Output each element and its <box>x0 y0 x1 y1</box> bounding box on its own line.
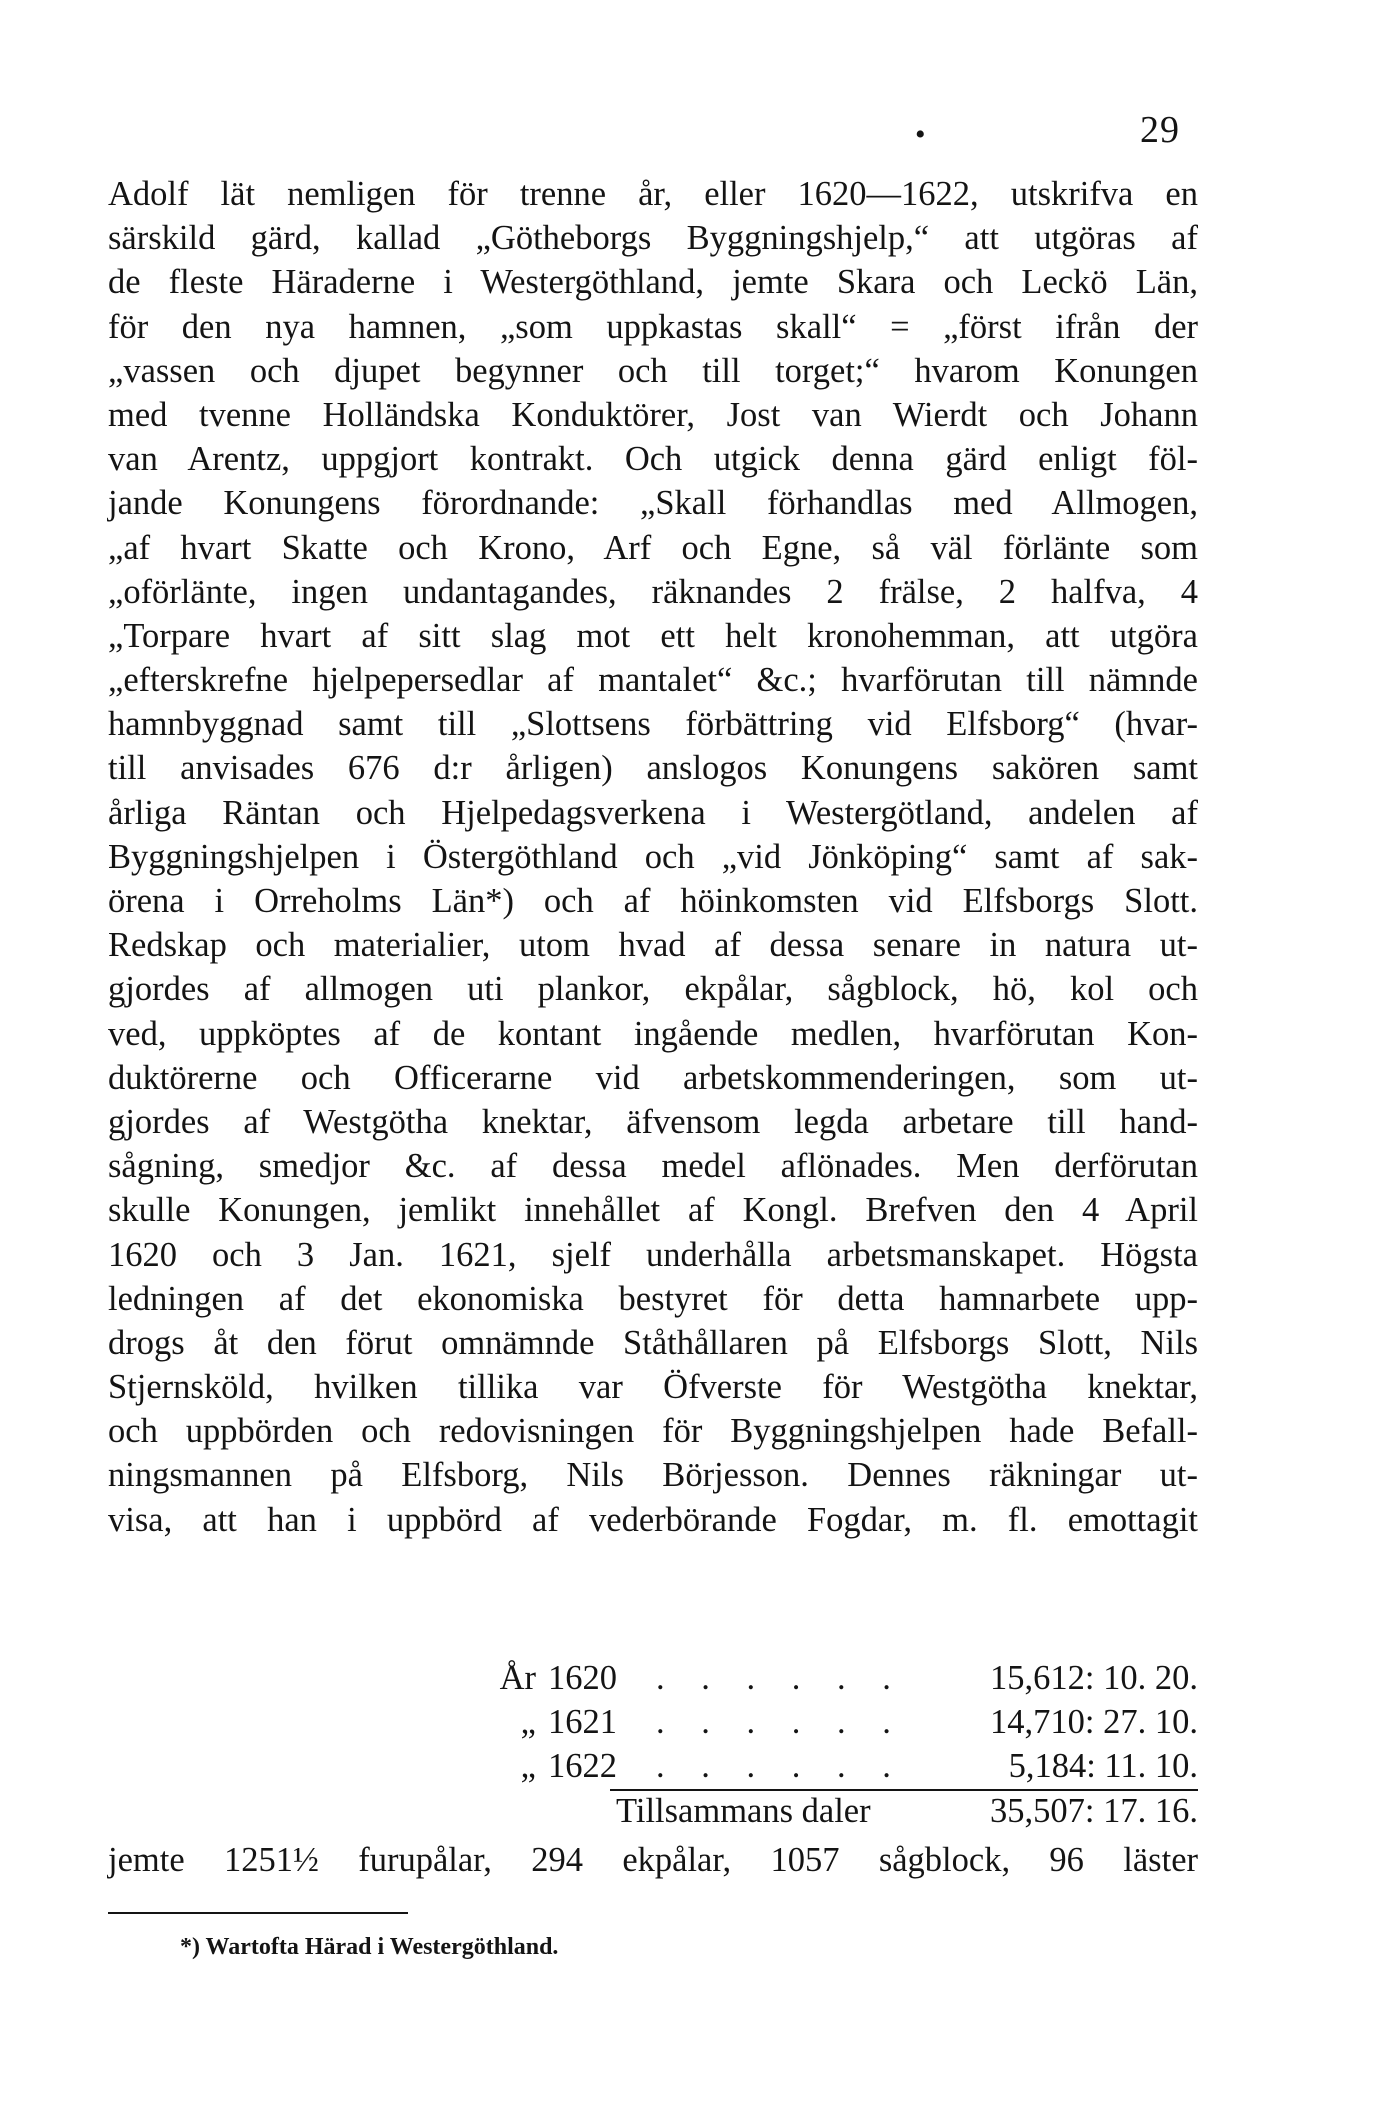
row-amount: 15,612: 10. 20. <box>990 1659 1198 1697</box>
text-line: 1620 och 3 Jan. 1621, sjelf underhålla arbetsmanskapet. Högsta <box>108 1235 1198 1274</box>
footnote-divider <box>108 1912 408 1914</box>
text-line: ningsmannen på Elfsborg, Nils Börjesson. Dennes räkningar ut- <box>108 1456 1198 1495</box>
table-row <box>108 1656 1198 1700</box>
text-line: ved, uppköptes af de kontant ingående medlen, hvarförutan Kon- <box>108 1014 1198 1053</box>
total-label: Tillsammans daler <box>616 1791 871 1830</box>
row-amount: 14,710: 27. 10. <box>990 1703 1198 1742</box>
text-line: jemte 1251½ furupålar, 294 ekpålar, 1057 sågblock, 96 läster <box>108 1841 1198 1879</box>
text-line: sågning, smedjor &c. af dessa medel aflönades. Men derförutan <box>108 1147 1198 1186</box>
text-line: gjordes af allmogen uti plankor, ekpålar, sågblock, hö, kol och <box>108 970 1198 1009</box>
total-amount: 35,507: 17. 16. <box>990 1791 1198 1830</box>
text-line: särskild gärd, kallad „Götheborgs Byggningshjelp,“ att utgöras af <box>108 219 1198 258</box>
text-line: Adolf lät nemligen för trenne år, eller 1620—1622, utskrifva en <box>108 175 1198 213</box>
text-line: till anvisades 676 d:r årligen) anslogos Konungens sakören samt <box>108 749 1198 788</box>
text-line: de fleste Häraderne i Westergöthland, jemte Skara och Leckö Län, <box>108 263 1198 302</box>
text-line: van Arentz, uppgjort kontrakt. Och utgick denna gärd enligt föl- <box>108 440 1198 479</box>
text-line: med tvenne Holländska Konduktörer, Jost van Wierdt och Johann <box>108 395 1198 434</box>
row-amount: 5,184: 11. 10. <box>1008 1747 1198 1786</box>
text-line: Redskap och materialier, utom hvad af dessa senare in natura ut- <box>108 926 1198 965</box>
text-line: duktörerne och Officerarne vid arbetskommenderingen, som ut- <box>108 1058 1198 1097</box>
table-row <box>108 1700 1198 1744</box>
row-leader: . . . . . . <box>656 1703 905 1742</box>
text-line: drogs åt den förut omnämnde Ståthållaren på Elfsborgs Slott, Nils <box>108 1323 1198 1362</box>
revenue-table <box>108 1656 1198 1833</box>
row-year: 1620 <box>548 1659 617 1697</box>
row-year: 1621 <box>548 1703 617 1742</box>
row-prefix: „ <box>520 1703 536 1742</box>
text-line: örena i Orreholms Län*) och af höinkomsten vid Elfsborgs Slott. <box>108 882 1198 920</box>
text-line: visa, att han i uppbörd af vederbörande Fogdar, m. fl. emottagit <box>108 1500 1198 1539</box>
row-prefix: År <box>499 1659 536 1697</box>
text-line: Stjernsköld, hvilken tillika var Öfverste för Westgötha knektar, <box>108 1368 1198 1407</box>
text-line: för den nya hamnen, „som uppkastas skall“ = „först ifrån der <box>108 307 1198 346</box>
page-number: 29 <box>1140 109 1180 151</box>
text-line: ledningen af det ekonomiska bestyret för detta hamnarbete upp- <box>108 1279 1198 1318</box>
row-leader: . . . . . . <box>656 1747 905 1786</box>
footnote: *) Wartofta Härad i Westergöthland. <box>180 1934 559 1960</box>
text-line: „Torpare hvart af sitt slag mot ett helt kronohemman, att utgöra <box>108 616 1198 655</box>
row-leader: . . . . . . <box>656 1659 905 1697</box>
text-line: „efterskrefne hjelpepersedlar af mantalet“ &c.; hvarförutan till nämnde <box>108 661 1198 700</box>
body-text <box>108 172 1198 1542</box>
text-line: jande Konungens förordnande: „Skall förhandlas med Allmogen, <box>108 484 1198 523</box>
text-line: hamnbyggnad samt till „Slottsens förbättring vid Elfsborg“ (hvar- <box>108 705 1198 744</box>
table-row <box>108 1744 1198 1788</box>
text-line: „oförlänte, ingen undantagandes, räknandes 2 frälse, 2 halfva, 4 <box>108 572 1198 611</box>
text-line: och uppbörden och redovisningen för Byggningshjelpen hade Befall- <box>108 1412 1198 1451</box>
text-line: „vassen och djupet begynner och till torget;“ hvarom Konungen <box>108 351 1198 390</box>
row-year: 1622 <box>548 1747 617 1786</box>
text-line: gjordes af Westgötha knektar, äfvensom legda arbetare till hand- <box>108 1102 1198 1141</box>
continuation-line <box>108 1838 1198 1882</box>
text-line: skulle Konungen, jemlikt innehållet af Kongl. Brefven den 4 April <box>108 1191 1198 1230</box>
text-line: „af hvart Skatte och Krono, Arf och Egne, så väl förlänte som <box>108 528 1198 567</box>
text-line: Byggningshjelpen i Östergöthland och „vid Jönköping“ samt af sak- <box>108 837 1198 876</box>
row-prefix: „ <box>520 1747 536 1786</box>
page-dot: • <box>915 118 926 151</box>
text-line: årliga Räntan och Hjelpedagsverkena i Westergötland, andelen af <box>108 793 1198 832</box>
table-sum-rule <box>610 1789 1198 1791</box>
table-total-row <box>108 1789 1198 1833</box>
